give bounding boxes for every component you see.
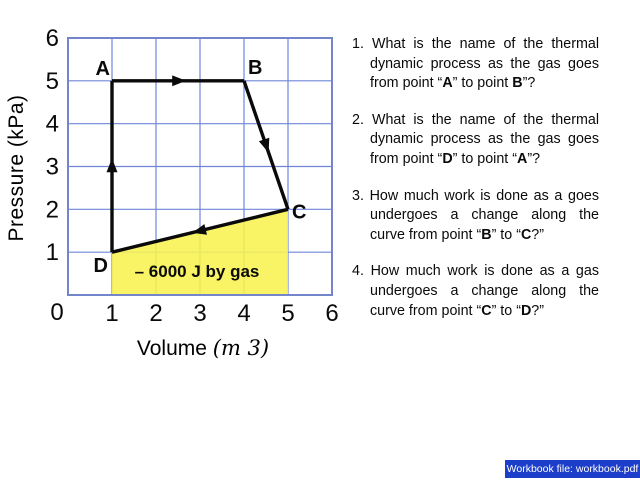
question-number: 2. [352,111,372,128]
pv-diagram-plot [0,0,352,330]
question-4: 4. How much work is done as a gas undergoes a change along the curve from point “C” to “D?” [352,263,599,319]
x-tick-6: 6 [325,300,339,327]
y-tick-6: 6 [45,25,59,52]
y-tick-1: 1 [45,239,59,267]
question-number: 3. [352,187,370,204]
x-axis-title-text: Volume [136,337,207,360]
question-2: 2. What is the name of the thermal dynamic process as the gas goes from point “D” to point “A”? [352,111,599,167]
point-label-C: C [292,201,307,224]
work-label: – 6000 J by gas [134,262,260,281]
point-label-A: A [95,57,110,80]
y-tick-4: 4 [45,110,59,138]
x-axis-title [137,336,269,361]
x-axis-unit: (m 3) [212,336,270,360]
workbook-badge[interactable] [505,460,640,478]
point-label-B: B [248,56,263,79]
question-1: 1. What is the name of the thermal dynamic process as the gas goes from point “A” to point B”? [352,36,599,92]
origin-tick-0: 0 [50,299,64,326]
x-tick-5: 5 [281,300,295,327]
x-tick-2: 2 [149,300,163,327]
question-3: 3. How much work is done as a goes undergoes a change along the curve from point “B” to “C?” [352,187,600,243]
question-number: 1. [352,36,372,52]
y-tick-3: 3 [45,153,59,181]
x-tick-4: 4 [237,300,251,327]
arrow-B-C [259,138,269,153]
question-number: 4. [352,263,371,280]
workbook-badge-text: Workbook file: workbook.pdf [506,463,639,475]
y-axis-title-text: Pressure (kPa) [5,94,28,242]
point-label-D: D [93,255,108,278]
questions-list [352,35,599,338]
y-tick-2: 2 [45,196,59,224]
arrow-A-B [172,75,186,86]
x-tick-1: 1 [105,300,119,327]
y-tick-5: 5 [45,67,59,95]
x-tick-3: 3 [193,300,207,327]
arrow-D-A [107,158,118,172]
y-axis-title [5,94,29,241]
